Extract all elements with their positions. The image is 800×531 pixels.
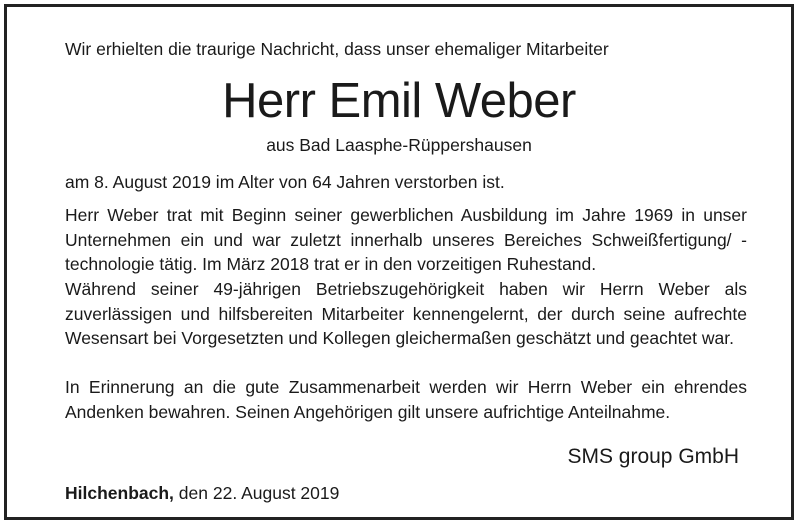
place-name: Hilchenbach,	[65, 483, 174, 503]
company-name: SMS group GmbH	[567, 445, 739, 468]
intro-text: Wir erhielten die traurige Nachricht, dass unser ehemaliger Mitarbeiter	[65, 39, 609, 59]
paragraph-death-date: am 8. August 2019 im Alter von 64 Jahren verstorben ist.	[65, 172, 505, 192]
origin-text: aus Bad Laasphe-Rüppershausen	[266, 135, 532, 155]
paragraph-career: Herr Weber trat mit Beginn seiner gewerblichen Ausbildung im Jahre 1969 in unser Unternehmen ein und war zuletzt innerhalb unseres Bereiches Schweißfertigung/ -technologie tätig. Im März 2018 trat er in den vorzeitigen Ruhestand.	[65, 205, 747, 274]
deceased-name: Herr Emil Weber	[222, 74, 576, 128]
paragraph-tribute: Während seiner 49-jährigen Betriebszugehörigkeit haben wir Herrn Weber als zuverlässigen und hilfsbereiten Mitarbeiter kennengelernt, der durch seine aufrechte Wesensart bei Vorgesetzten und Kollegen gleichermaßen geschätzt und geachtet war.	[65, 279, 747, 348]
paragraph-condolence: In Erinnerung an die gute Zusammenarbeit werden wir Herrn Weber ein ehrendes Andenken bewahren. Seinen Angehörigen gilt unsere aufrichtige Anteilnahme.	[65, 377, 747, 422]
place-and-date	[65, 482, 339, 504]
date-text: den 22. August 2019	[178, 483, 340, 503]
obituary-notice	[4, 4, 794, 520]
